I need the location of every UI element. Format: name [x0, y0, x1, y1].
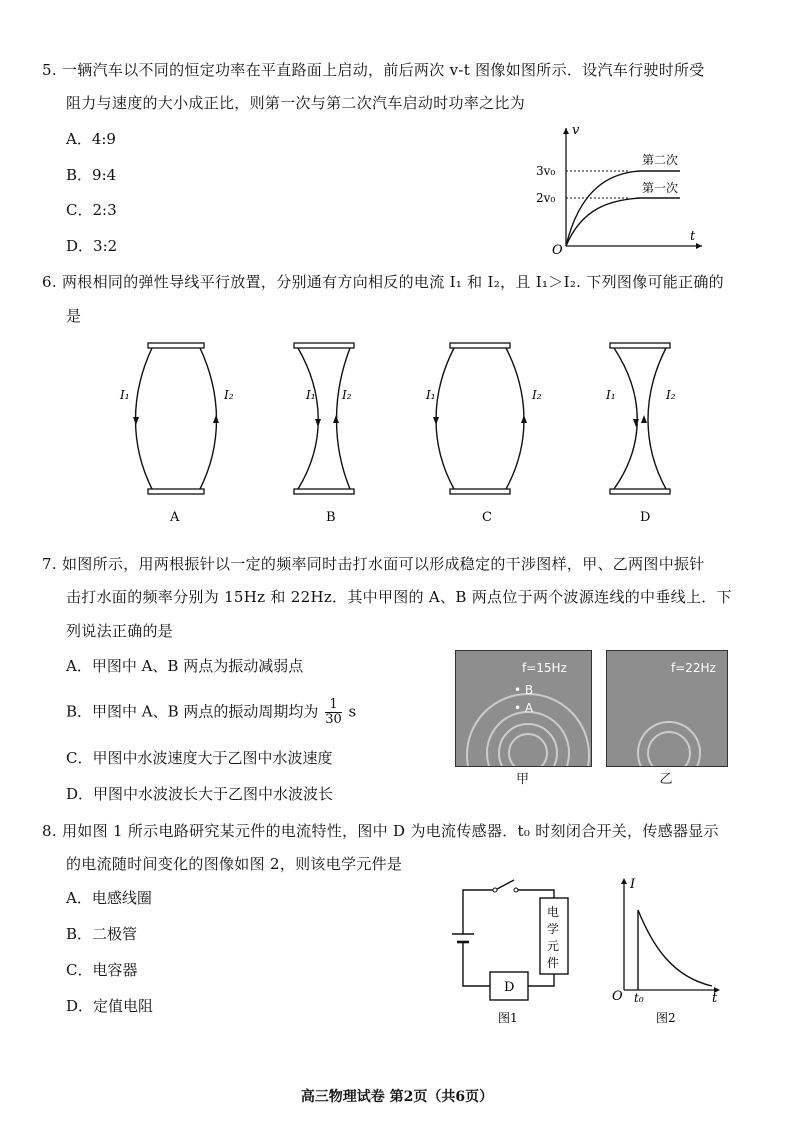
q5-2v0-label: 2v₀	[536, 191, 556, 205]
q8-wire-right-bottom	[528, 974, 554, 986]
q8-it-graph	[608, 872, 726, 1027]
q8-origin: O	[612, 989, 623, 1004]
q7-stem-1: 如图所示，用两根振针以一定的频率同时击打水面可以形成稳定的干涉图样，甲、乙两图中振针	[62, 555, 705, 573]
q6-d-left-wire	[614, 348, 637, 489]
q5-number: 5.	[42, 61, 57, 79]
q8-wire-top-right	[518, 890, 554, 898]
q6-option-c-figure	[425, 343, 542, 525]
q8-y-label: I	[630, 877, 636, 892]
q7-point-a: • A	[514, 701, 534, 715]
q6-d-top-bar	[610, 343, 670, 348]
q6-a-right-arrow	[213, 415, 219, 423]
q7-photo-jia	[455, 650, 592, 767]
q7-fraction-numerator: 1	[329, 697, 338, 712]
q8-y-arrow	[621, 878, 627, 884]
q5-stem-1: 一辆汽车以不同的恒定功率在平直路面上启动，前后两次 v-t 图像如图所示．设汽车行驶时所受	[62, 61, 705, 79]
q7-option-a: A．甲图中 A、B 两点为振动减弱点	[66, 657, 304, 675]
q8-stem-2: 的电流随时间变化的图像如图 2，则该电学元件是	[66, 855, 403, 873]
q8-option-a: A．电感线圈	[66, 889, 152, 907]
q6-d-right-arrow	[641, 415, 647, 423]
q6-a-i1: I₁	[120, 388, 130, 402]
q7-stem-3: 列说法正确的是	[66, 622, 174, 640]
q6-c-left-wire	[436, 348, 454, 489]
q5-option-d: D．3:2	[66, 237, 118, 255]
q8-element-char-3: 元	[547, 939, 560, 953]
page-footer: 高三物理试卷 第2页（共6页）	[300, 1089, 494, 1105]
q6-c-i1: I₁	[426, 388, 436, 402]
q8-switch-contact	[514, 888, 518, 892]
q7-point-b: • B	[514, 683, 534, 697]
q6-c-left-arrow	[433, 417, 439, 425]
q7-line1	[42, 554, 705, 574]
q5-origin: O	[552, 243, 563, 256]
q5-x-arrow	[696, 243, 702, 249]
q7-caption-jia: 甲	[515, 772, 529, 787]
q8-switch-pivot	[493, 888, 497, 892]
q8-t0-label: t₀	[634, 991, 644, 1005]
q8-element-char-2: 学	[547, 922, 560, 936]
q6-d-right-wire	[648, 348, 666, 489]
q6-line1	[42, 272, 724, 292]
q8-caption-1: 图1	[498, 1011, 518, 1025]
q5-3v0-label: 3v₀	[536, 164, 556, 178]
q7-photo-yi	[606, 650, 728, 767]
q6-a-right-wire	[200, 348, 217, 489]
q6-b-left-wire	[298, 348, 318, 489]
q5-option-a: A．4:9	[66, 130, 116, 148]
q6-wire-options	[110, 335, 690, 530]
q8-caption-2: 图2	[656, 1011, 676, 1025]
q6-c-top-bar	[450, 343, 510, 348]
q7-number: 7.	[42, 555, 57, 573]
q6-c-label: C	[482, 510, 492, 525]
q7-option-b-fraction	[325, 698, 342, 727]
q7-option-b	[66, 698, 356, 727]
q8-sensor-label: D	[504, 980, 515, 995]
q6-d-i1: I₁	[606, 388, 616, 402]
q6-a-left-arrow	[133, 417, 139, 425]
q8-circuit	[448, 872, 578, 1027]
q8-decay-curve	[638, 910, 712, 986]
q6-c-bottom-bar	[450, 489, 510, 494]
q6-b-left-arrow	[315, 419, 321, 427]
q5-option-c: C．2:3	[66, 201, 117, 219]
q7-stem-2: 击打水面的频率分别为 15Hz 和 22Hz．其中甲图的 A、B 两点位于两个波源连线的中垂线上．下	[66, 588, 732, 606]
q5-option-b: B．9:4	[66, 166, 117, 184]
q8-wire-left-top	[463, 890, 493, 934]
q6-b-top-bar	[294, 343, 354, 348]
q6-stem-2: 是	[66, 307, 82, 325]
q5-curve-second-label: 第二次	[642, 153, 679, 167]
q7-option-c: C．甲图中水波速度大于乙图中水波速度	[66, 749, 333, 767]
q6-d-left-arrow	[633, 419, 639, 427]
q5-curve-first	[566, 198, 680, 246]
q5-vt-graph	[530, 118, 710, 256]
q6-a-label: A	[170, 510, 180, 525]
q6-option-b-figure	[294, 343, 354, 525]
q6-option-a-figure	[119, 343, 234, 525]
q6-number: 6.	[42, 273, 57, 291]
q6-c-right-wire	[506, 348, 524, 489]
q6-d-i2: I₂	[666, 388, 676, 402]
q8-element-char-4: 件	[547, 956, 560, 970]
q5-curve-first-label: 第一次	[642, 181, 679, 195]
q6-option-d-figure	[605, 343, 676, 525]
q6-b-right-arrow	[333, 415, 339, 423]
q6-b-bottom-bar	[294, 489, 354, 494]
q8-wire-left-bottom	[463, 942, 490, 986]
q7-option-b-text: B．甲图中 A、B 两点的振动周期均为	[66, 702, 319, 721]
q6-stem-1: 两根相同的弹性导线平行放置，分别通有方向相反的电流 I₁ 和 I₂，且 I₁＞I₂. 下列图像可能正确的	[62, 273, 724, 291]
q7-yi-freq: f=22Hz	[671, 661, 716, 675]
q6-c-right-arrow	[521, 415, 527, 423]
q7-fraction-denominator: 30	[325, 712, 342, 727]
q8-stem-1: 用如图 1 所示电路研究某元件的电流特性，图中 D 为电流传感器．t₀ 时刻闭合开关，传感器显示	[62, 822, 719, 840]
q5-stem-2: 阻力与速度的大小成正比，则第一次与第二次汽车启动时功率之比为	[66, 94, 526, 112]
q6-c-i2: I₂	[532, 388, 542, 402]
q8-line1	[42, 821, 719, 841]
q8-number: 8.	[42, 822, 57, 840]
q6-b-i1: I₁	[306, 388, 316, 402]
q8-option-d: D．定值电阻	[66, 997, 154, 1015]
q6-d-label: D	[640, 510, 651, 525]
q6-a-i2: I₂	[224, 388, 234, 402]
q8-switch-blade	[497, 880, 514, 889]
q5-x-label: t	[690, 229, 696, 244]
q7-jia-freq: f=15Hz	[522, 661, 567, 675]
q6-b-label: B	[326, 510, 336, 525]
q6-b-right-wire	[337, 348, 351, 489]
q7-caption-yi: 乙	[659, 772, 673, 787]
q8-element-char-1: 电	[547, 905, 560, 919]
q5-y-label: v	[572, 123, 580, 138]
q8-x-label: t	[712, 991, 718, 1006]
q6-a-top-bar	[148, 343, 204, 348]
q6-b-i2: I₂	[342, 388, 352, 402]
q6-d-bottom-bar	[610, 489, 670, 494]
q6-a-bottom-bar	[148, 489, 204, 494]
q8-option-c: C．电容器	[66, 961, 138, 979]
q7-option-d: D．甲图中水波波长大于乙图中水波波长	[66, 785, 334, 803]
q5-y-arrow	[563, 128, 569, 134]
q5-line1	[42, 60, 705, 80]
q7-fraction-unit: s	[348, 702, 357, 721]
q8-option-b: B．二极管	[66, 925, 138, 943]
